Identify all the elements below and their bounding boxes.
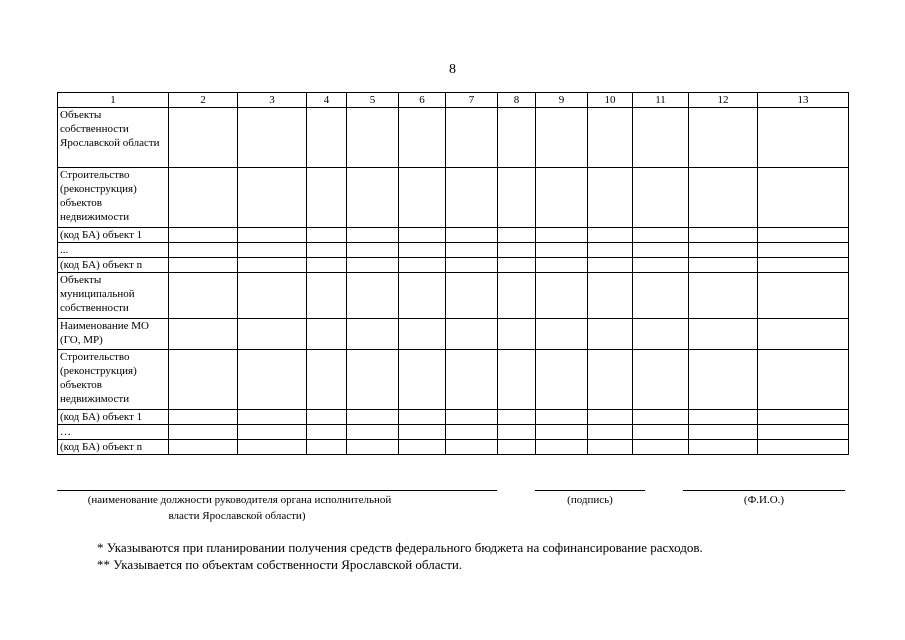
- table-row: [58, 168, 849, 228]
- row-label: (код БА) объект n: [58, 258, 169, 273]
- row-label: Объекты собственности Ярославской области: [58, 108, 169, 168]
- column-header: 1: [58, 93, 169, 108]
- column-header: 13: [758, 93, 849, 108]
- column-header: 6: [399, 93, 446, 108]
- table-row: [58, 410, 849, 425]
- row-label: Наименование МО (ГО, МР): [58, 319, 169, 350]
- column-header: 5: [347, 93, 399, 108]
- column-header: 3: [238, 93, 307, 108]
- footnote: * Указываются при планировании получения средств федерального бюджета на софинансирование расходов.: [97, 540, 703, 555]
- signature-label: (подпись): [567, 494, 613, 506]
- column-header: 2: [169, 93, 238, 108]
- row-label: Строительство (реконструкция) объектов недвижимости: [58, 350, 169, 410]
- row-label: (код БА) объект 1: [58, 410, 169, 425]
- page-number: 8: [449, 62, 456, 77]
- column-header: 4: [307, 93, 347, 108]
- table-row: [58, 350, 849, 410]
- column-header: 12: [689, 93, 758, 108]
- budget-objects-table: [57, 92, 849, 455]
- position-signature-line: [57, 490, 497, 491]
- row-label: (код БА) объект n: [58, 440, 169, 455]
- footnotes: [97, 539, 703, 573]
- table-row: [58, 228, 849, 243]
- name-label: (Ф.И.О.): [743, 494, 785, 506]
- row-label: Объекты муниципальной собственности: [58, 273, 169, 319]
- column-header: 8: [498, 93, 536, 108]
- table-row: [58, 108, 849, 168]
- signature-line: [535, 490, 645, 491]
- table-row: [58, 440, 849, 455]
- row-label: …: [58, 425, 169, 440]
- table-header-row: [58, 93, 849, 108]
- table-row: [58, 319, 849, 350]
- column-header: 11: [633, 93, 689, 108]
- row-label: ...: [58, 243, 169, 258]
- name-signature-line: [683, 490, 845, 491]
- column-header: 9: [536, 93, 588, 108]
- position-label: (наименование должности руководителя органа исполнительной: [87, 494, 392, 506]
- table-row: [58, 273, 849, 319]
- column-header: 7: [446, 93, 498, 108]
- column-header: 10: [588, 93, 633, 108]
- row-label: Строительство (реконструкция) объектов недвижимости: [58, 168, 169, 228]
- table-row: [58, 258, 849, 273]
- footnote: ** Указывается по объектам собственности Ярославской области.: [97, 557, 463, 572]
- table-row: [58, 425, 849, 440]
- row-label: (код БА) объект 1: [58, 228, 169, 243]
- table-row: [58, 243, 849, 258]
- position-label-continuation: власти Ярославской области): [168, 510, 306, 522]
